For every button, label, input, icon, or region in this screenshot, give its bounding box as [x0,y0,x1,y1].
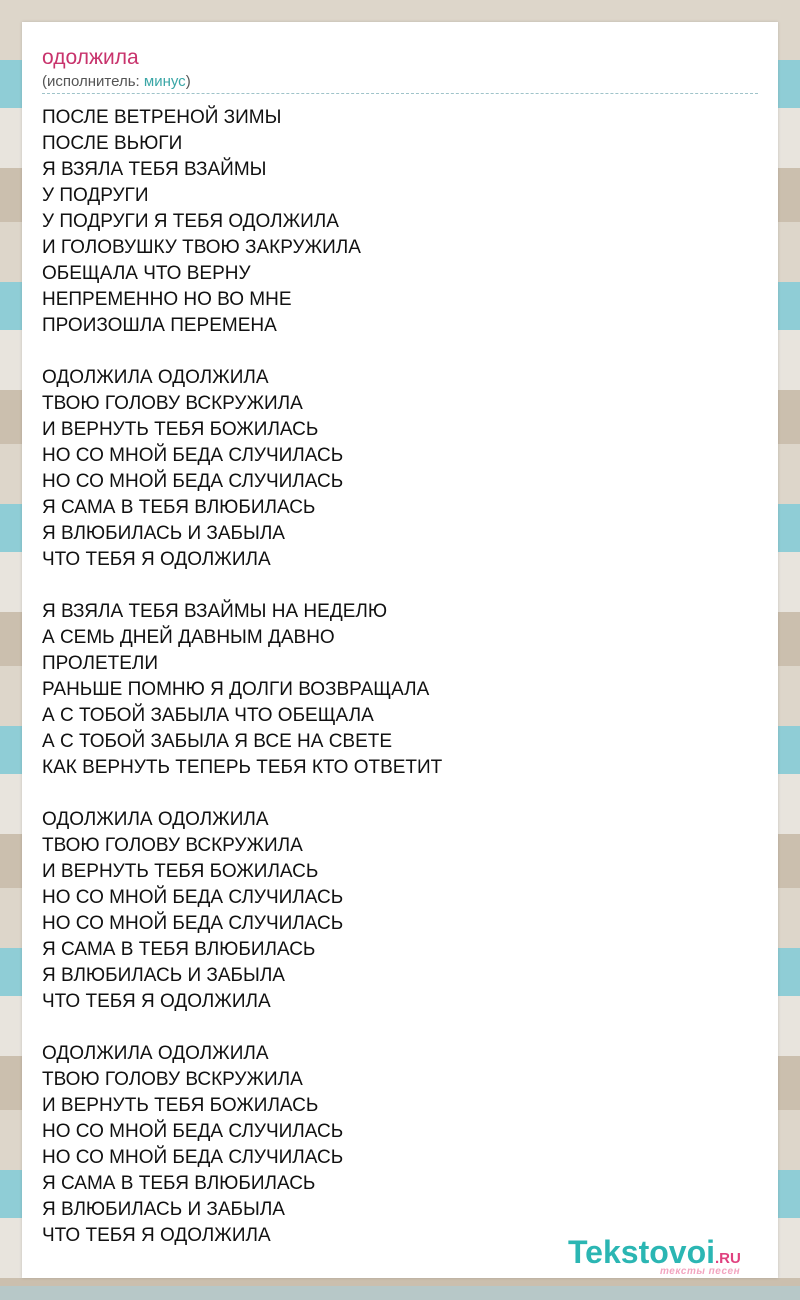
lyric-line: ПРОИЗОШЛА ПЕРЕМЕНА [42,315,277,336]
lyric-line: У ПОДРУГИ Я ТЕБЯ ОДОЛЖИЛА [42,211,339,232]
lyric-line: И ВЕРНУТЬ ТЕБЯ БОЖИЛАСЬ [42,861,319,882]
lyric-line: ПОСЛЕ ВЬЮГИ [42,133,183,154]
lyric-line: НО СО МНОЙ БЕДА СЛУЧИЛАСЬ [42,887,344,908]
stanza-break [42,781,758,807]
stanza-break [42,1015,758,1041]
lyric-line: ОБЕЩАЛА ЧТО ВЕРНУ [42,263,251,284]
stanza-break [42,573,758,599]
lyric-line: НЕПРЕМЕННО НО ВО МНЕ [42,289,292,310]
lyric-line: А С ТОБОЙ ЗАБЫЛА Я ВСЕ НА СВЕТЕ [42,731,393,752]
lyric-line: НО СО МНОЙ БЕДА СЛУЧИЛАСЬ [42,1147,344,1168]
song-title: одолжила [42,46,139,69]
lyric-line: А СЕМЬ ДНЕЙ ДАВНЫМ ДАВНО [42,627,335,648]
lyric-line: Я ВЗЯЛА ТЕБЯ ВЗАЙМЫ НА НЕДЕЛЮ [42,601,388,622]
lyric-line: ТВОЮ ГОЛОВУ ВСКРУЖИЛА [42,835,303,856]
lyric-line: Я САМА В ТЕБЯ ВЛЮБИЛАСЬ [42,1173,316,1194]
lyric-line: И ВЕРНУТЬ ТЕБЯ БОЖИЛАСЬ [42,1095,319,1116]
lyric-line: ПОСЛЕ ВЕТРЕНОЙ ЗИМЫ [42,107,282,128]
lyric-line: ЧТО ТЕБЯ Я ОДОЛЖИЛА [42,1225,271,1246]
lyric-line: У ПОДРУГИ [42,185,149,206]
lyric-line: РАНЬШЕ ПОМНЮ Я ДОЛГИ ВОЗВРАЩАЛА [42,679,430,700]
lyric-line: И ГОЛОВУШКУ ТВОЮ ЗАКРУЖИЛА [42,237,361,258]
logo-main-text: Tekstovoi [568,1234,715,1270]
lyric-line: НО СО МНОЙ БЕДА СЛУЧИЛАСЬ [42,913,344,934]
lyric-line: Я САМА В ТЕБЯ ВЛЮБИЛАСЬ [42,939,316,960]
lyric-line: ПРОЛЕТЕЛИ [42,653,159,674]
lyric-line: Я ВЛЮБИЛАСЬ И ЗАБЫЛА [42,523,285,544]
lyric-line: НО СО МНОЙ БЕДА СЛУЧИЛАСЬ [42,471,344,492]
logo-tagline: тексты песен [660,1266,741,1277]
lyric-line: А С ТОБОЙ ЗАБЫЛА ЧТО ОБЕЩАЛА [42,705,374,726]
lyric-line: ОДОЛЖИЛА ОДОЛЖИЛА [42,809,269,830]
lyric-line: НО СО МНОЙ БЕДА СЛУЧИЛАСЬ [42,445,344,466]
artist-line [42,73,191,91]
artist-suffix: ) [185,73,191,90]
lyric-line: Я САМА В ТЕБЯ ВЛЮБИЛАСЬ [42,497,316,518]
stanza-break [42,339,758,365]
bottom-strip [0,1286,800,1300]
title-divider [42,93,758,94]
lyric-line: ТВОЮ ГОЛОВУ ВСКРУЖИЛА [42,1069,303,1090]
lyric-line: ЧТО ТЕБЯ Я ОДОЛЖИЛА [42,549,271,570]
lyric-line: ЧТО ТЕБЯ Я ОДОЛЖИЛА [42,991,271,1012]
lyric-line: ОДОЛЖИЛА ОДОЛЖИЛА [42,1043,269,1064]
lyric-line: ОДОЛЖИЛА ОДОЛЖИЛА [42,367,269,388]
lyric-line: НО СО МНОЙ БЕДА СЛУЧИЛАСЬ [42,1121,344,1142]
artist-link[interactable]: минус [143,73,186,90]
logo-domain-suffix: .RU [715,1250,741,1267]
site-logo[interactable] [568,1234,778,1278]
lyric-line: Я ВЛЮБИЛАСЬ И ЗАБЫЛА [42,1199,285,1220]
lyrics-card [22,22,778,1278]
lyric-line: И ВЕРНУТЬ ТЕБЯ БОЖИЛАСЬ [42,419,319,440]
artist-prefix: (исполнитель: [42,73,144,90]
lyric-line: Я ВЗЯЛА ТЕБЯ ВЗАЙМЫ [42,159,267,180]
lyric-line: Я ВЛЮБИЛАСЬ И ЗАБЫЛА [42,965,285,986]
lyric-line: КАК ВЕРНУТЬ ТЕПЕРЬ ТЕБЯ КТО ОТВЕТИТ [42,757,443,778]
lyric-line: ТВОЮ ГОЛОВУ ВСКРУЖИЛА [42,393,303,414]
lyrics-body [42,105,758,1249]
